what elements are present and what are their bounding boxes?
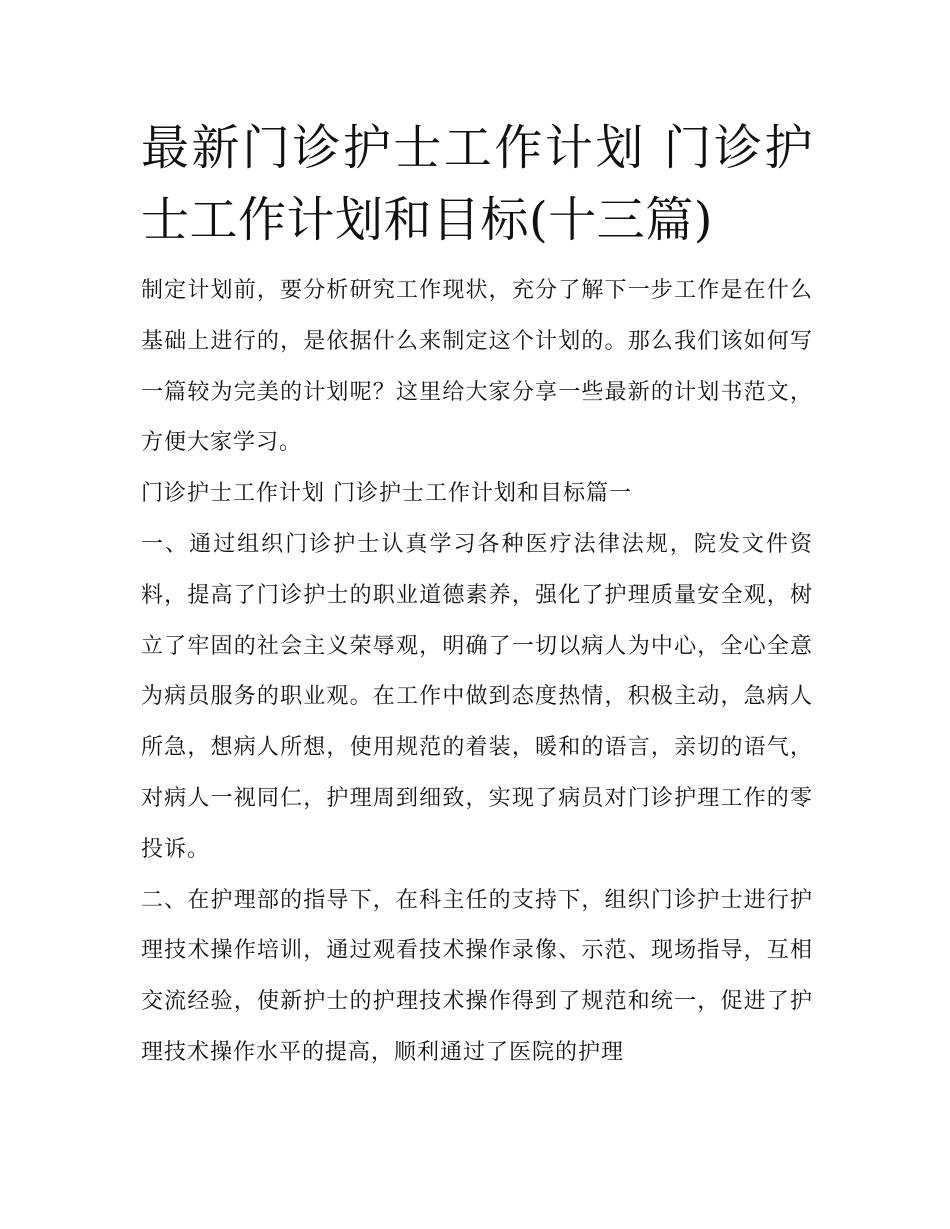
body-paragraph-1: 一、通过组织门诊护士认真学习各种医疗法律法规，院发文件资料，提高了门诊护士的职业道德素养，强化了护理质量安全观，树立了牢固的社会主义荣辱观，明确了一切以病人为中心，全心全意为病员服务的职业观。在工作中做到态度热情，积极主动，急病人所急，想病人所想，使用规范的着装，暖和的语言，亲切的语气，对病人一视同仁，护理周到细致，实现了病员对门诊护理工作的零投诉。 [141,531,813,862]
section-heading: 门诊护士工作计划 门诊护士工作计划和目标篇一 [141,481,632,507]
intro-paragraph: 制定计划前，要分析研究工作现状，充分了解下一步工作是在什么基础上进行的，是依据什么来制定这个计划的。那么我们该如何写一篇较为完美的计划呢？这里给大家分享一些最新的计划书范文，方便大家学习。 [141,278,813,456]
document-title: 最新门诊护士工作计划 门诊护士工作计划和目标(十三篇) [141,120,813,248]
document-body [141,112,813,1079]
body-paragraph-2: 二、在护理部的指导下，在科主任的支持下，组织门诊护士进行护理技术操作培训，通过观看技术操作录像、示范、现场指导，互相交流经验，使新护士的护理技术操作得到了规范和统一，促进了护理技术操作水平的提高，顺利通过了医院的护理 [141,887,813,1065]
